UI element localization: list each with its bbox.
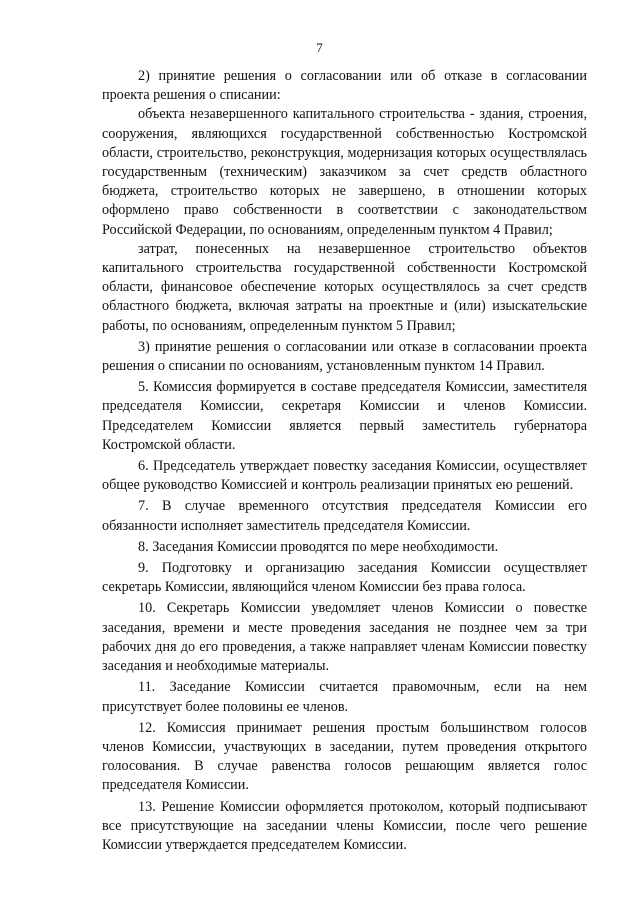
paragraph-clause-9: 9. Подготовку и организацию заседания Комиссии осуществляет секретарь Комиссии, являющийся членом Комиссии без права голоса. (102, 560, 587, 596)
paragraph-clause-8: 8. Заседания Комиссии проводятся по мере необходимости. (138, 538, 499, 555)
paragraph-clause-12: 12. Комиссия принимает решения простым большинством голосов членов Комиссии, участвующих в заседании, путем проведения открытого голосования. В случае равенства голосов решающим является голос председателя Комиссии. (102, 719, 587, 794)
paragraph-clause-10: 10. Секретарь Комиссии уведомляет членов Комиссии о повестке заседания, времени и месте проведения заседания не позднее чем за три рабочих дня до его проведения, а также направляет членам Комиссии повестку заседания и необходимые материалы. (102, 600, 587, 675)
paragraph-clause-5: 5. Комиссия формируется в составе председателя Комиссии, заместителя председателя Комиссии, секретаря Комиссии и членов Комиссии. Председателем Комиссии является первый заместитель губернатора Костромской области. (102, 379, 587, 453)
paragraph-unfinished-costs: затрат, понесенных на незавершенное строительство объектов капитального строительства государственной собственности Костромской области, финансовое обеспечение которых осуществлялось за счет средств областного бюджета, включая затраты на проектные и (или) изыскательские работы, по основаниям, определенным пунктом 5 Правил; (102, 240, 587, 334)
paragraph-item-3: 3) принятие решения о согласовании или отказе в согласовании проекта решения о списании по основаниям, установленным пунктом 14 Правил. (102, 338, 587, 375)
paragraph-item-2: 2) принятие решения о согласовании или об отказе в согласовании проекта решения о списании: (102, 68, 587, 104)
page-number: 7 (316, 40, 323, 55)
paragraph-clause-13: 13. Решение Комиссии оформляется протоколом, который подписывают все присутствующие на заседании члены Комиссии, после чего решение Комиссии утверждается председателем Комиссии. (102, 798, 587, 853)
document-body (102, 67, 587, 855)
paragraph-clause-7: 7. В случае временного отсутствия председателя Комиссии его обязанности исполняет заместитель председателя Комиссии. (102, 498, 587, 534)
paragraph-clause-11: 11. Заседание Комиссии считается правомочным, если на нем присутствует более половины ее членов. (102, 679, 587, 715)
paragraph-clause-6: 6. Председатель утверждает повестку заседания Комиссии, осуществляет общее руководство Комиссией и контроль реализации принятых ею решений. (102, 458, 587, 494)
paragraph-unfinished-objects: объекта незавершенного капитального строительства - здания, строения, сооружения, являющихся государственной собственностью Костромской области, строительство, реконструкция, модернизация которых осуществлялась государственным (техническим) заказчиком за счет средств областного бюджета, строительство которых не завершено, в отношении которых оформлено право собственности в соответствии с законодательством Российской Федерации, по основаниям, определенным пунктом 4 Правил; (102, 106, 587, 238)
